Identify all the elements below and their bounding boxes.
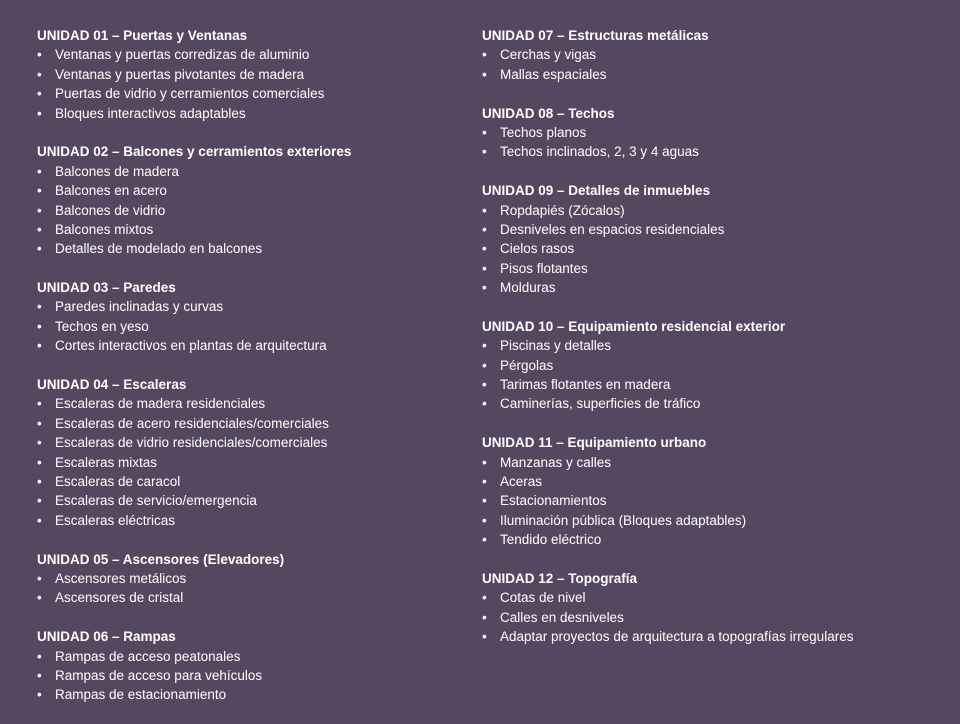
topic-list bbox=[37, 297, 457, 355]
topic-label: Rampas de acceso para vehículos bbox=[55, 667, 263, 683]
bullet-icon: • bbox=[482, 241, 487, 257]
bullet-icon: • bbox=[482, 493, 487, 509]
unit-title: UNIDAD 07 – Estructuras metálicas bbox=[482, 28, 709, 43]
bullet-icon: • bbox=[482, 66, 487, 82]
topic-label: Bloques interactivos adaptables bbox=[55, 105, 246, 121]
topic-label: Caminerías, superficies de tráfico bbox=[500, 396, 701, 412]
unit-section bbox=[37, 550, 457, 608]
topic-label: Detalles de modelado en balcones bbox=[55, 241, 263, 257]
bullet-icon: • bbox=[37, 667, 42, 683]
topic-label: Tarimas flotantes en madera bbox=[500, 377, 671, 393]
bullet-icon: • bbox=[37, 183, 42, 199]
unit-title: UNIDAD 10 – Equipamiento residencial exterior bbox=[482, 318, 786, 334]
bullet-icon: • bbox=[37, 163, 42, 179]
bullet-icon: • bbox=[37, 338, 42, 354]
topic-label: Balcones de vidrio bbox=[55, 202, 166, 218]
unit-title: UNIDAD 02 – Balcones y cerramientos exteriores bbox=[37, 144, 352, 160]
left-column bbox=[37, 26, 457, 724]
topic-item bbox=[482, 65, 942, 84]
topic-label: Balcones en acero bbox=[55, 183, 167, 199]
unit-title: UNIDAD 08 – Techos bbox=[482, 105, 615, 121]
bullet-icon: • bbox=[482, 124, 487, 140]
topic-list bbox=[37, 394, 457, 530]
bullet-icon: • bbox=[482, 512, 487, 528]
unit-title: UNIDAD 11 – Equipamiento urbano bbox=[482, 435, 707, 451]
bullet-icon: • bbox=[482, 202, 487, 218]
topic-item bbox=[482, 472, 942, 491]
topic-label: Balcones mixtos bbox=[55, 221, 154, 237]
topic-list bbox=[482, 45, 942, 84]
topic-label: Ascensores metálicos bbox=[55, 570, 187, 586]
unit-section bbox=[37, 26, 457, 123]
bullet-icon: • bbox=[482, 357, 487, 373]
bullet-icon: • bbox=[482, 338, 487, 354]
topic-label: Techos planos bbox=[500, 124, 587, 140]
bullet-icon: • bbox=[482, 473, 487, 489]
unit-section bbox=[37, 278, 457, 356]
bullet-icon: • bbox=[482, 144, 487, 160]
topic-list bbox=[482, 588, 942, 646]
topic-label: Paredes inclinadas y curvas bbox=[55, 299, 224, 315]
topic-item bbox=[37, 104, 457, 123]
bullet-icon: • bbox=[37, 570, 42, 586]
topic-item bbox=[37, 394, 457, 413]
topic-label: Piscinas y detalles bbox=[500, 338, 612, 354]
topic-item bbox=[482, 511, 942, 530]
bullet-icon: • bbox=[482, 629, 487, 645]
unit-title: UNIDAD 05 – Ascensores (Elevadores) bbox=[37, 551, 285, 567]
unit-section bbox=[482, 433, 942, 549]
topic-item bbox=[37, 588, 457, 607]
topic-item bbox=[37, 220, 457, 239]
topic-item bbox=[482, 239, 942, 258]
unit-title: UNIDAD 12 – Topografía bbox=[482, 570, 638, 586]
topic-item bbox=[37, 201, 457, 220]
topic-label: Adaptar proyectos de arquitectura a topografías irregulares bbox=[500, 629, 854, 645]
topic-item bbox=[482, 123, 942, 142]
bullet-icon: • bbox=[482, 221, 487, 237]
topic-label: Techos en yeso bbox=[55, 318, 149, 334]
unit-title: UNIDAD 09 – Detalles de inmuebles bbox=[482, 183, 711, 199]
topic-label: Escaleras mixtas bbox=[55, 454, 158, 470]
bullet-icon: • bbox=[37, 47, 42, 63]
bullet-icon: • bbox=[482, 532, 487, 548]
topic-list bbox=[37, 569, 457, 608]
topic-item bbox=[37, 336, 457, 355]
bullet-icon: • bbox=[37, 512, 42, 528]
bullet-icon: • bbox=[482, 260, 487, 276]
topic-label: Escaleras de servicio/emergencia bbox=[55, 493, 257, 509]
bullet-icon: • bbox=[37, 473, 42, 489]
unit-section bbox=[482, 26, 942, 84]
unit-title: UNIDAD 03 – Paredes bbox=[37, 280, 176, 296]
topic-item bbox=[482, 336, 942, 355]
unit-section bbox=[482, 569, 942, 647]
bullet-icon: • bbox=[37, 687, 42, 703]
topic-item bbox=[482, 220, 942, 239]
unit-section bbox=[482, 104, 942, 162]
topic-label: Escaleras de caracol bbox=[55, 473, 181, 489]
bullet-icon: • bbox=[37, 493, 42, 509]
topic-item bbox=[37, 511, 457, 530]
topic-label: Molduras bbox=[500, 280, 556, 296]
bullet-icon: • bbox=[482, 377, 487, 393]
topic-label: Mallas espaciales bbox=[500, 66, 607, 82]
topic-item bbox=[37, 569, 457, 588]
topic-item bbox=[482, 375, 942, 394]
bullet-icon: • bbox=[37, 241, 42, 257]
topic-item bbox=[37, 414, 457, 433]
topic-list bbox=[37, 647, 457, 705]
topic-list bbox=[482, 336, 942, 414]
topic-list bbox=[482, 123, 942, 162]
topic-item bbox=[482, 627, 942, 646]
unit-section bbox=[37, 142, 457, 258]
bullet-icon: • bbox=[482, 454, 487, 470]
topic-item bbox=[37, 239, 457, 258]
right-column bbox=[482, 26, 942, 666]
topic-item bbox=[37, 453, 457, 472]
bullet-icon: • bbox=[37, 86, 42, 102]
bullet-icon: • bbox=[37, 318, 42, 334]
topic-label: Puertas de vidrio y cerramientos comerciales bbox=[55, 86, 325, 102]
unit-section bbox=[482, 181, 942, 297]
bullet-icon: • bbox=[37, 299, 42, 315]
bullet-icon: • bbox=[37, 648, 42, 664]
topic-item bbox=[482, 588, 942, 607]
topic-label: Desniveles en espacios residenciales bbox=[500, 221, 725, 237]
topic-label: Iluminación pública (Bloques adaptables) bbox=[500, 512, 747, 528]
unit-title: UNIDAD 01 – Puertas y Ventanas bbox=[37, 28, 248, 43]
topic-label: Escaleras de acero residenciales/comerciales bbox=[55, 415, 329, 431]
topic-item bbox=[482, 259, 942, 278]
topic-item bbox=[482, 142, 942, 161]
topic-label: Manzanas y calles bbox=[500, 454, 612, 470]
bullet-icon: • bbox=[482, 590, 487, 606]
topic-label: Estacionamientos bbox=[500, 493, 607, 509]
topic-item bbox=[37, 491, 457, 510]
topic-label: Cerchas y vigas bbox=[500, 47, 597, 63]
topic-item bbox=[482, 278, 942, 297]
topic-item bbox=[37, 84, 457, 103]
topic-item bbox=[37, 181, 457, 200]
bullet-icon: • bbox=[37, 590, 42, 606]
topic-label: Pisos flotantes bbox=[500, 260, 588, 276]
topic-item bbox=[37, 65, 457, 84]
topic-label: Cotas de nivel bbox=[500, 590, 586, 606]
topic-label: Cortes interactivos en plantas de arquitectura bbox=[55, 338, 327, 354]
topic-list bbox=[37, 45, 457, 123]
bullet-icon: • bbox=[37, 396, 42, 412]
topic-label: Ventanas y puertas pivotantes de madera bbox=[55, 66, 305, 82]
topic-label: Ropdapiés (Zócalos) bbox=[500, 202, 625, 218]
topic-item bbox=[37, 685, 457, 704]
topic-item bbox=[482, 356, 942, 375]
topic-label: Balcones de madera bbox=[55, 163, 179, 179]
topic-label: Rampas de acceso peatonales bbox=[55, 648, 241, 664]
topic-item bbox=[482, 491, 942, 510]
bullet-icon: • bbox=[482, 396, 487, 412]
topic-item bbox=[37, 45, 457, 64]
bullet-icon: • bbox=[482, 47, 487, 63]
topic-label: Escaleras eléctricas bbox=[55, 512, 176, 528]
topic-item bbox=[482, 394, 942, 413]
topic-label: Ascensores de cristal bbox=[55, 590, 184, 606]
topic-label: Calles en desniveles bbox=[500, 609, 624, 625]
topic-label: Pérgolas bbox=[500, 357, 554, 373]
topic-item bbox=[37, 297, 457, 316]
bullet-icon: • bbox=[37, 66, 42, 82]
topic-item bbox=[482, 201, 942, 220]
topic-label: Techos inclinados, 2, 3 y 4 aguas bbox=[500, 144, 699, 160]
topic-list bbox=[482, 453, 942, 550]
bullet-icon: • bbox=[482, 609, 487, 625]
topic-label: Tendido eléctrico bbox=[500, 532, 602, 548]
topic-item bbox=[482, 608, 942, 627]
topic-list bbox=[482, 201, 942, 298]
bullet-icon: • bbox=[37, 435, 42, 451]
topic-item bbox=[37, 162, 457, 181]
topic-item bbox=[482, 453, 942, 472]
unit-title: UNIDAD 06 – Rampas bbox=[37, 629, 176, 645]
unit-section bbox=[37, 375, 457, 530]
bullet-icon: • bbox=[37, 454, 42, 470]
unit-section bbox=[482, 317, 942, 414]
topic-item bbox=[482, 530, 942, 549]
topic-item bbox=[37, 317, 457, 336]
topic-label: Ventanas y puertas corredizas de aluminio bbox=[55, 47, 310, 63]
bullet-icon: • bbox=[37, 202, 42, 218]
topic-label: Aceras bbox=[500, 473, 543, 489]
bullet-icon: • bbox=[37, 221, 42, 237]
topic-label: Escaleras de madera residenciales bbox=[55, 396, 266, 412]
topic-label: Cielos rasos bbox=[500, 241, 575, 257]
topic-item bbox=[37, 647, 457, 666]
topic-label: Rampas de estacionamiento bbox=[55, 687, 227, 703]
bullet-icon: • bbox=[37, 415, 42, 431]
bullet-icon: • bbox=[482, 280, 487, 296]
unit-title: UNIDAD 04 – Escaleras bbox=[37, 377, 187, 393]
bullet-icon: • bbox=[37, 105, 42, 121]
topic-list bbox=[37, 162, 457, 259]
topic-item bbox=[482, 45, 942, 64]
topic-label: Escaleras de vidrio residenciales/comerciales bbox=[55, 435, 328, 451]
topic-item bbox=[37, 666, 457, 685]
unit-section bbox=[37, 627, 457, 705]
topic-item bbox=[37, 472, 457, 491]
topic-item bbox=[37, 433, 457, 452]
